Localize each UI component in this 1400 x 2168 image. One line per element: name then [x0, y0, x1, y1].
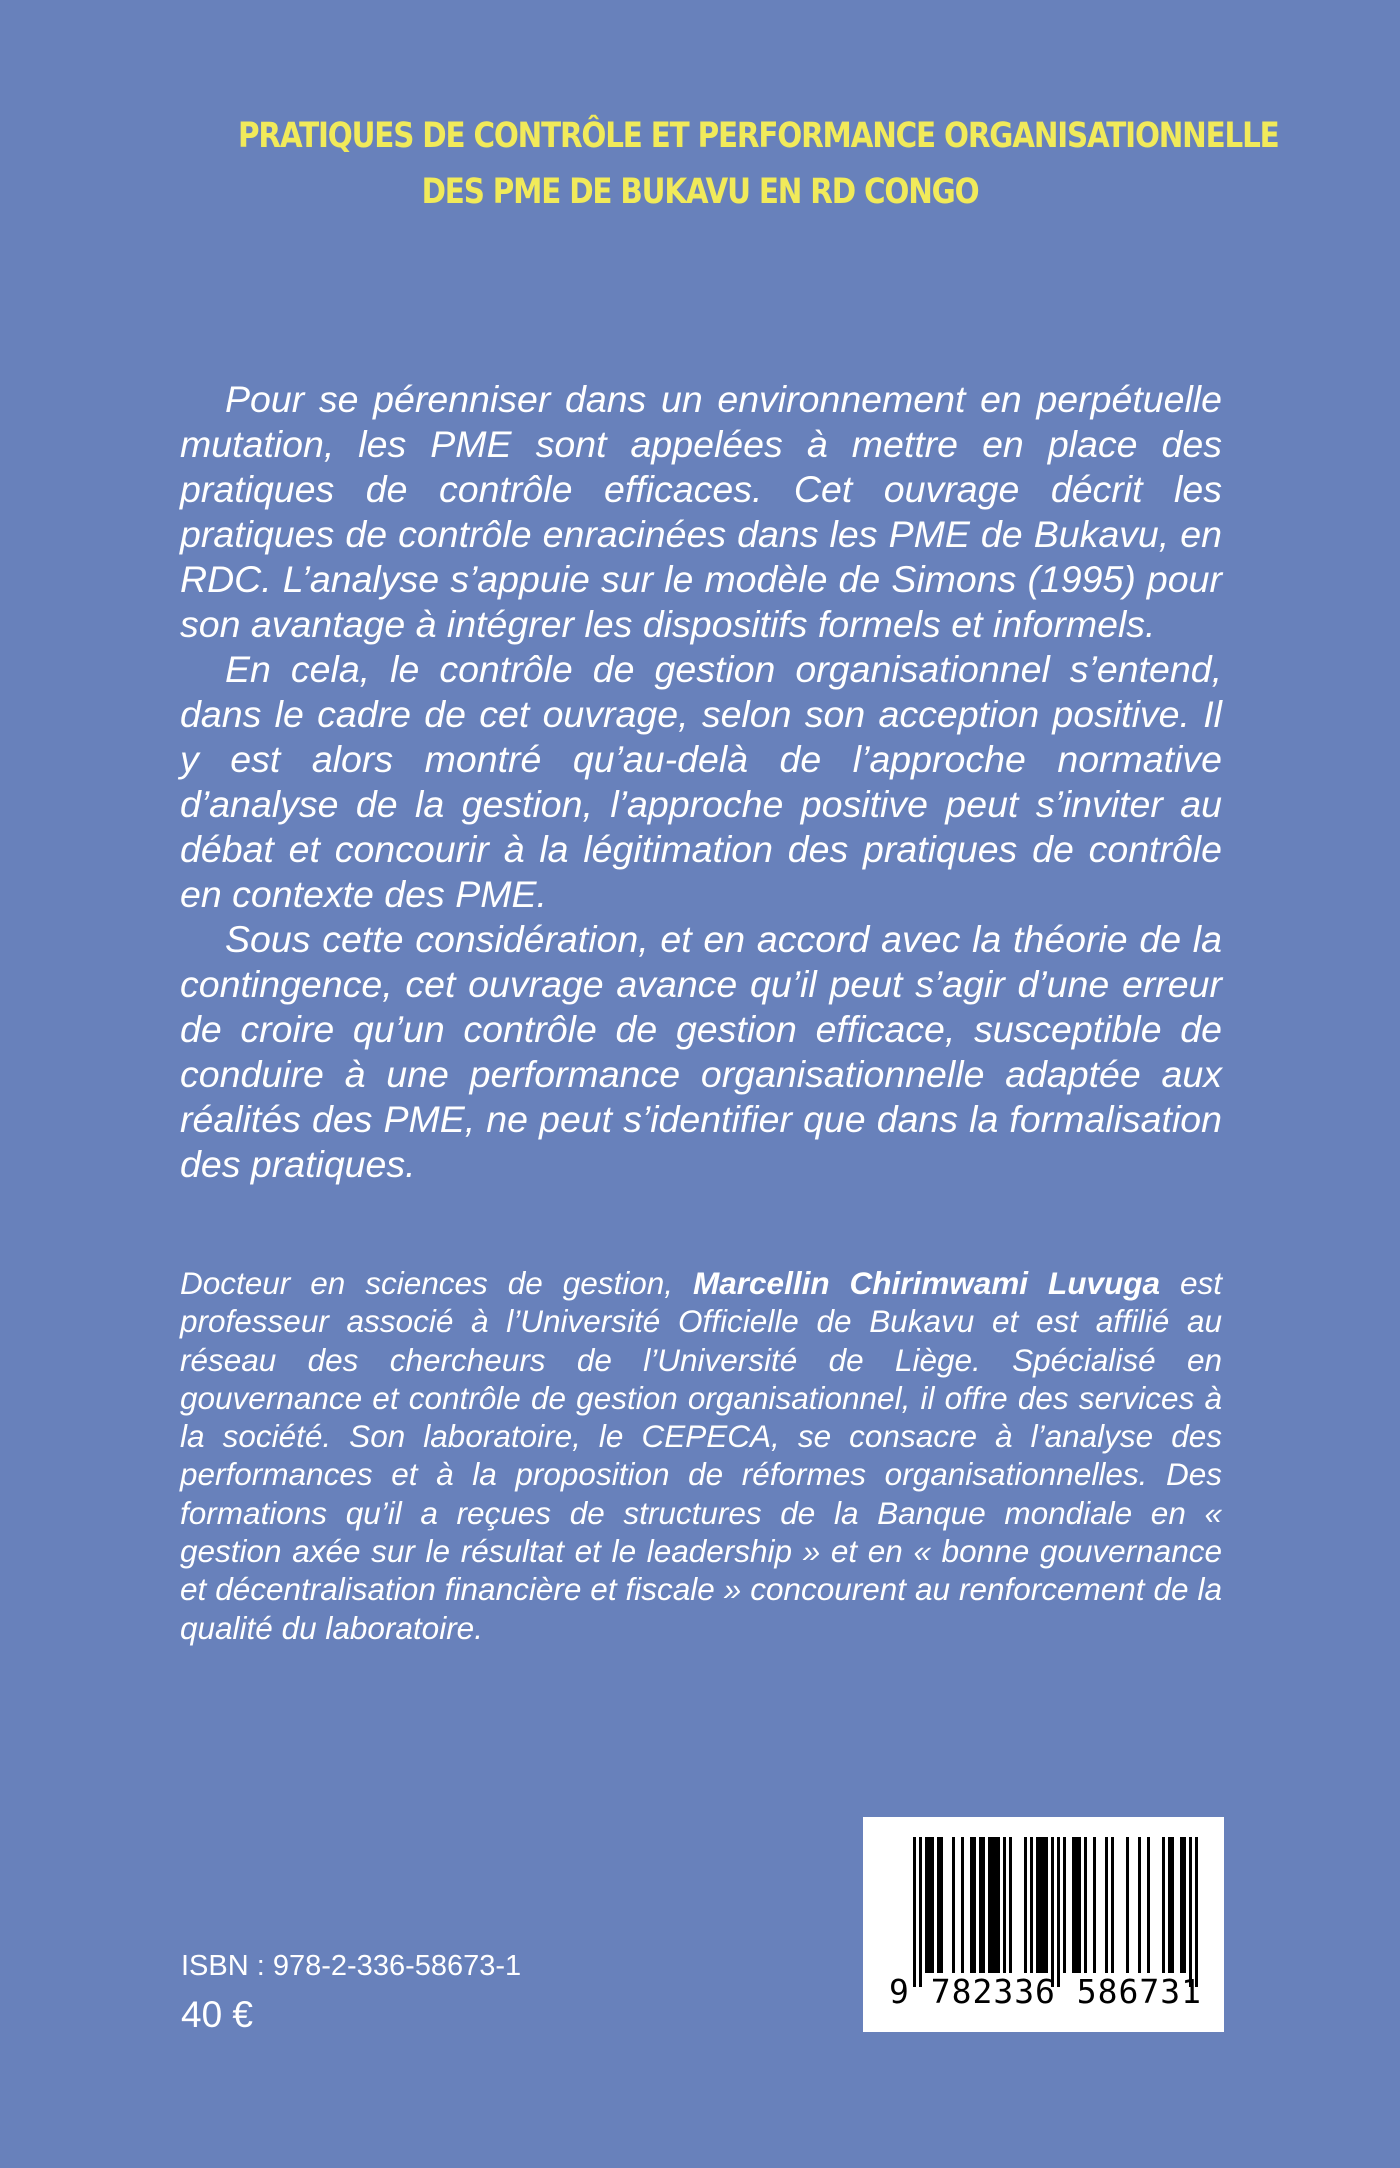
- barcode-bar: [925, 1837, 928, 1973]
- barcode-bar: [1183, 1837, 1186, 1973]
- book-title-line-2: DES PME DE BUKAVU EN RD CONGO: [421, 172, 979, 212]
- barcode-bar: [961, 1837, 964, 1973]
- summary-paragraph-3: Sous cette considération, et en accord avec la théorie de la contingence, cet ouvrage avance qu’il peut s’agir d’une erreur de croire qu’un contrôle de gestion efficace, susceptible de conduire à une performance organisationnelle adaptée aux réalités des PME, ne peut s’identifier que dans la formalisation des pratiques.: [180, 918, 1222, 1185]
- book-title-line-1: PRATIQUES DE CONTRÔLE ET PERFORMANCE ORGANISATIONNELLE: [238, 116, 1279, 156]
- barcode-bar: [994, 1837, 997, 1973]
- barcode-bar: [913, 1837, 916, 1987]
- barcode-bar: [1078, 1837, 1081, 1973]
- barcode-bar: [991, 1837, 994, 1973]
- barcode-bar: [931, 1837, 934, 1973]
- barcode-bar: [1042, 1837, 1045, 1973]
- barcode-bar: [1045, 1837, 1048, 1973]
- author-bio-paragraph: [180, 1264, 1222, 1647]
- barcode-bar: [928, 1837, 931, 1973]
- barcode-bar: [1051, 1837, 1054, 1987]
- barcode-bar: [1105, 1837, 1108, 1973]
- barcode-bar: [1072, 1837, 1075, 1973]
- barcode-bar: [1093, 1837, 1096, 1973]
- barcode: [863, 1817, 1224, 2032]
- barcode-bar: [970, 1837, 973, 1973]
- barcode-bar: [997, 1837, 1000, 1973]
- barcode-bar: [1003, 1837, 1006, 1973]
- barcode-bar: [1195, 1837, 1198, 1987]
- barcode-bar: [988, 1837, 991, 1973]
- barcode-bar: [1162, 1837, 1165, 1973]
- price-label: 40 €: [181, 1994, 254, 2035]
- barcode-bar: [919, 1837, 922, 1987]
- author-bio-intro: Docteur en sciences de gestion,: [180, 1265, 694, 1301]
- barcode-bar: [1168, 1837, 1171, 1973]
- barcode-bar: [952, 1837, 955, 1973]
- barcode-bar: [1024, 1837, 1027, 1973]
- barcode-bar: [1171, 1837, 1174, 1973]
- barcode-bar: [1075, 1837, 1078, 1973]
- barcode-digits: 9 782336 586731: [888, 1972, 1202, 2011]
- barcode-bar: [1138, 1837, 1141, 1973]
- isbn-label: ISBN : 978-2-336-58673-1: [181, 1950, 522, 1982]
- barcode-bar: [979, 1837, 982, 1973]
- barcode-bar: [1147, 1837, 1150, 1973]
- barcode-bar: [1009, 1837, 1012, 1973]
- barcode-bar: [982, 1837, 985, 1973]
- barcode-bar: [1111, 1837, 1114, 1973]
- barcode-bar: [940, 1837, 943, 1973]
- author-bio-body: est professeur associé à l’Université Officielle de Bukavu et est affilié au réseau des chercheurs de l’Université de Liège. Spécialisé en gouvernance et contrôle de gestion organisationnel, il offre des services à la société. Son laboratoire, le CEPECA, se consacre à l’analyse des performances et à la proposition de réformes organisationnelles. Des formations qu’il a reçues de structures de la Banque mondiale en « gestion axée sur le résultat et le leadership » et en « bonne gouvernance et décentralisation financière et fiscale » concourent au renforcement de la qualité du laboratoire.: [180, 1265, 1222, 1646]
- author-bio: [180, 1264, 1222, 1647]
- barcode-bar: [973, 1837, 976, 1973]
- barcode-bar: [1039, 1837, 1042, 1973]
- summary-paragraph-1: Pour se pérenniser dans un environnement en perpétuelle mutation, les PME sont appelées à mettre en place des pratiques de contrôle efficaces. Cet ouvrage décrit les pratiques de contrôle enracinées dans les PME de Bukavu, en RDC. L’analyse s’appuie sur le modèle de Simons (1995) pour son avantage à intégrer les dispositifs formels et informels.: [180, 378, 1222, 645]
- barcode-bar: [1084, 1837, 1087, 1973]
- barcode-bar: [1063, 1837, 1066, 1973]
- barcode-bar: [1180, 1837, 1183, 1973]
- barcode-bar: [1036, 1837, 1039, 1973]
- barcode-bar: [1057, 1837, 1060, 1987]
- author-name: Marcellin Chirimwami Luvuga: [693, 1265, 1161, 1301]
- barcode-bar: [1030, 1837, 1033, 1973]
- summary-paragraph-2: En cela, le contrôle de gestion organisationnel s’entend, dans le cadre de cet ouvrage, selon son acception positive. Il y est alors montré qu’au-delà de l’approche normative d’analyse de la gestion, l’approche positive peut s’inviter au débat et concourir à la légitimation des pratiques de contrôle en contexte des PME.: [180, 648, 1222, 915]
- book-title: [238, 108, 1279, 220]
- book-summary: [180, 377, 1222, 1187]
- barcode-bar: [1126, 1837, 1129, 1973]
- barcode-bar: [1189, 1837, 1192, 1987]
- barcode-bar: [937, 1837, 940, 1973]
